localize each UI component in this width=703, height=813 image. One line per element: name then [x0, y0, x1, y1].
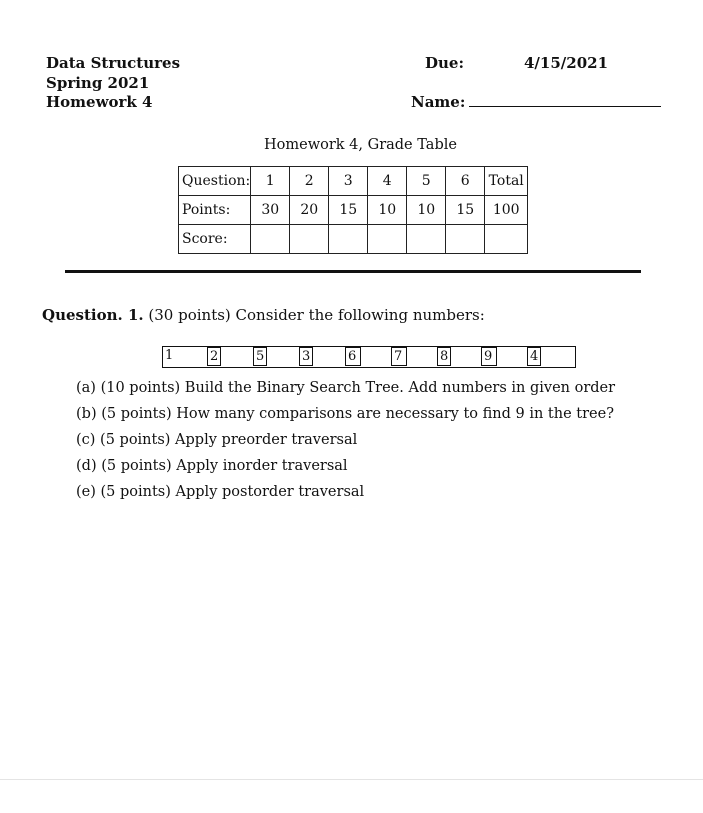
list-item: (b) (5 points) How many comparisons are necessary to find 9 in the tree?: [76, 406, 614, 422]
section-divider: [65, 270, 641, 273]
points-cell: 10: [407, 196, 446, 225]
score-cell[interactable]: [446, 225, 485, 254]
sequence-number: 3: [299, 347, 313, 366]
name-blank-line[interactable]: [469, 106, 661, 107]
course-title: Data Structures: [46, 54, 181, 72]
question-1-parts: [76, 378, 615, 508]
table-row: [179, 196, 528, 225]
points-cell: 30: [251, 196, 290, 225]
points-cell: 10: [368, 196, 407, 225]
question-number: 6: [446, 167, 485, 196]
question-1-prompt: [42, 306, 485, 324]
question-number: 2: [290, 167, 329, 196]
question-number: 5: [407, 167, 446, 196]
sequence-number: 1: [165, 348, 174, 363]
sequence-number: 2: [207, 347, 221, 366]
sequence-number: 6: [345, 347, 361, 366]
assignment-title: Homework 4: [46, 93, 153, 111]
score-cell[interactable]: [251, 225, 290, 254]
score-cell[interactable]: [329, 225, 368, 254]
number-sequence-box: [162, 346, 576, 368]
due-label: Due:: [425, 54, 464, 72]
page-edge: [0, 779, 703, 780]
score-cell[interactable]: [407, 225, 446, 254]
total-points-cell: 100: [485, 196, 528, 225]
list-item: (c) (5 points) Apply preorder traversal: [76, 432, 358, 448]
term: Spring 2021: [46, 73, 150, 92]
table-row: [179, 167, 528, 196]
total-score-cell[interactable]: [485, 225, 528, 254]
grade-table: [178, 166, 528, 254]
list-item: (a) (10 points) Build the Binary Search Tree. Add numbers in given order: [76, 380, 616, 396]
grade-table-caption: Homework 4, Grade Table: [264, 137, 457, 153]
sequence-number: 9: [481, 347, 497, 366]
question-number: 1: [251, 167, 290, 196]
question-1-label: Question. 1.: [42, 306, 144, 324]
sequence-number: 5: [253, 347, 267, 366]
question-1-text: (30 points) Consider the following numbers:: [148, 306, 485, 324]
row-label-score: Score:: [179, 225, 251, 254]
question-number: 4: [368, 167, 407, 196]
points-cell: 15: [446, 196, 485, 225]
name-label: Name:: [411, 93, 466, 111]
points-cell: 20: [290, 196, 329, 225]
total-header: Total: [485, 167, 528, 196]
score-cell[interactable]: [368, 225, 407, 254]
row-label-points: Points:: [179, 196, 251, 225]
due-date: 4/15/2021: [524, 54, 609, 72]
question-number: 3: [329, 167, 368, 196]
sequence-number: 7: [391, 347, 407, 366]
points-cell: 15: [329, 196, 368, 225]
row-label-question: Question:: [179, 167, 251, 196]
list-item: (e) (5 points) Apply postorder traversal: [76, 484, 365, 500]
header-left: [46, 54, 180, 113]
score-cell[interactable]: [290, 225, 329, 254]
table-row: [179, 225, 528, 254]
sequence-number: 8: [437, 347, 451, 366]
sequence-number: 4: [527, 347, 541, 366]
list-item: (d) (5 points) Apply inorder traversal: [76, 458, 348, 474]
